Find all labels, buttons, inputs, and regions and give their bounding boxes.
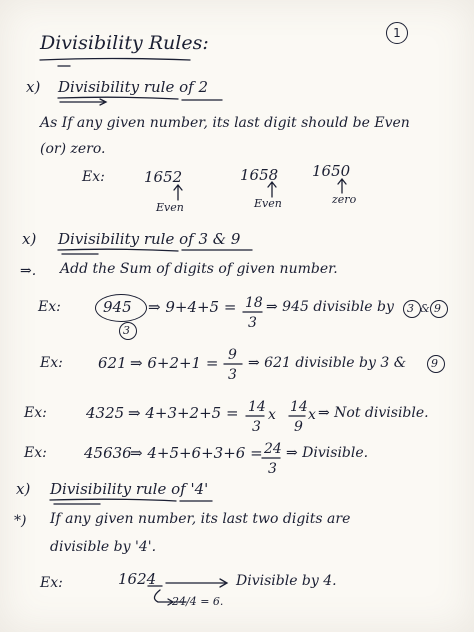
step-text: Add the Sum of digits of given number. [60, 261, 338, 277]
heading-39-underline [58, 249, 178, 251]
result-text: ⇒ Not divisible. [318, 405, 429, 421]
digit-sum: ⇒ 6+2+1 = [130, 354, 219, 372]
example-label: Ex: [40, 575, 63, 591]
fraction-numerator: 24 [264, 441, 282, 457]
example-number: 45636 [84, 444, 132, 462]
section-marker: x) [22, 230, 37, 248]
cross-mark: x [308, 407, 316, 423]
example-label: Ex: [82, 169, 105, 185]
result-text: Divisible by 4. [236, 573, 337, 589]
fraction-denominator: 3 [252, 419, 261, 435]
fraction-numerator: 18 [245, 295, 263, 311]
example-number: 4325 [86, 404, 125, 422]
ampersand: & [420, 302, 430, 315]
digit-sum: ⇒ 9+4+5 = [148, 298, 237, 316]
result-text: ⇒ 621 divisible by 3 & [248, 355, 407, 371]
heading-2-underline [58, 97, 178, 99]
digit-sum: ⇒ 4+3+2+5 = [128, 404, 239, 422]
section-heading-rule-2: Divisibility rule of 2 [58, 78, 209, 96]
example-number: 1652 [144, 168, 183, 186]
example-note: Even [254, 197, 282, 210]
section-marker: x) [26, 78, 41, 96]
heading-4-underline [50, 499, 176, 501]
arrow-up-1658 [268, 182, 276, 197]
arrow-up-1650 [338, 179, 346, 193]
fraction-denominator: 3 [228, 367, 237, 383]
page-number: 1 [386, 22, 408, 44]
example-label: Ex: [38, 299, 61, 315]
example-note: Even [156, 201, 184, 214]
cross-mark: x [268, 407, 276, 423]
section-heading-rule-3-9: Divisibility rule of 3 & 9 [58, 230, 241, 248]
calc-note: 24/4 = 6. [172, 595, 224, 608]
arrow-up-1652 [174, 185, 182, 200]
digit-sum: ⇒ 4+5+6+3+6 = [130, 444, 263, 462]
rule-4-text-cont: divisible by '4'. [50, 539, 157, 555]
fraction-denominator: 3 [248, 315, 257, 331]
section-marker: x) [16, 480, 31, 498]
rule-marker: *) [14, 513, 27, 529]
circled-9: 9 [431, 357, 438, 370]
result-text: ⇒ Divisible. [286, 445, 369, 461]
fraction-denominator: 3 [268, 461, 277, 477]
fraction-numerator: 9 [228, 347, 237, 363]
example-number: 1624 [118, 570, 157, 588]
fraction-numerator: 14 [248, 399, 266, 415]
example-label: Ex: [40, 355, 63, 371]
circled-3: 3 [123, 324, 130, 337]
example-label: Ex: [24, 445, 47, 461]
circled-number: 945 [103, 298, 132, 316]
page-title: Divisibility Rules: [40, 32, 209, 54]
section-heading-rule-4: Divisibility rule of '4' [50, 480, 209, 498]
step-marker: ⇒. [20, 263, 37, 279]
example-label: Ex: [24, 405, 47, 421]
example-note: zero [332, 193, 357, 206]
example-number: 1650 [312, 162, 351, 180]
example-number: 621 [98, 354, 127, 372]
title-underline [40, 59, 190, 61]
rule-4-text: If any given number, its last two digits are [50, 511, 351, 527]
fraction-denominator: 9 [294, 419, 303, 435]
fraction-numerator: 14 [290, 399, 308, 415]
result-text: ⇒ 945 divisible by [266, 299, 394, 315]
example-number: 1658 [240, 166, 279, 184]
rule-2-text-cont: (or) zero. [40, 141, 106, 157]
rule-2-text: As If any given number, its last digit should be Even [40, 115, 410, 131]
circled-3: 3 [407, 302, 414, 315]
circled-9: 9 [434, 302, 441, 315]
